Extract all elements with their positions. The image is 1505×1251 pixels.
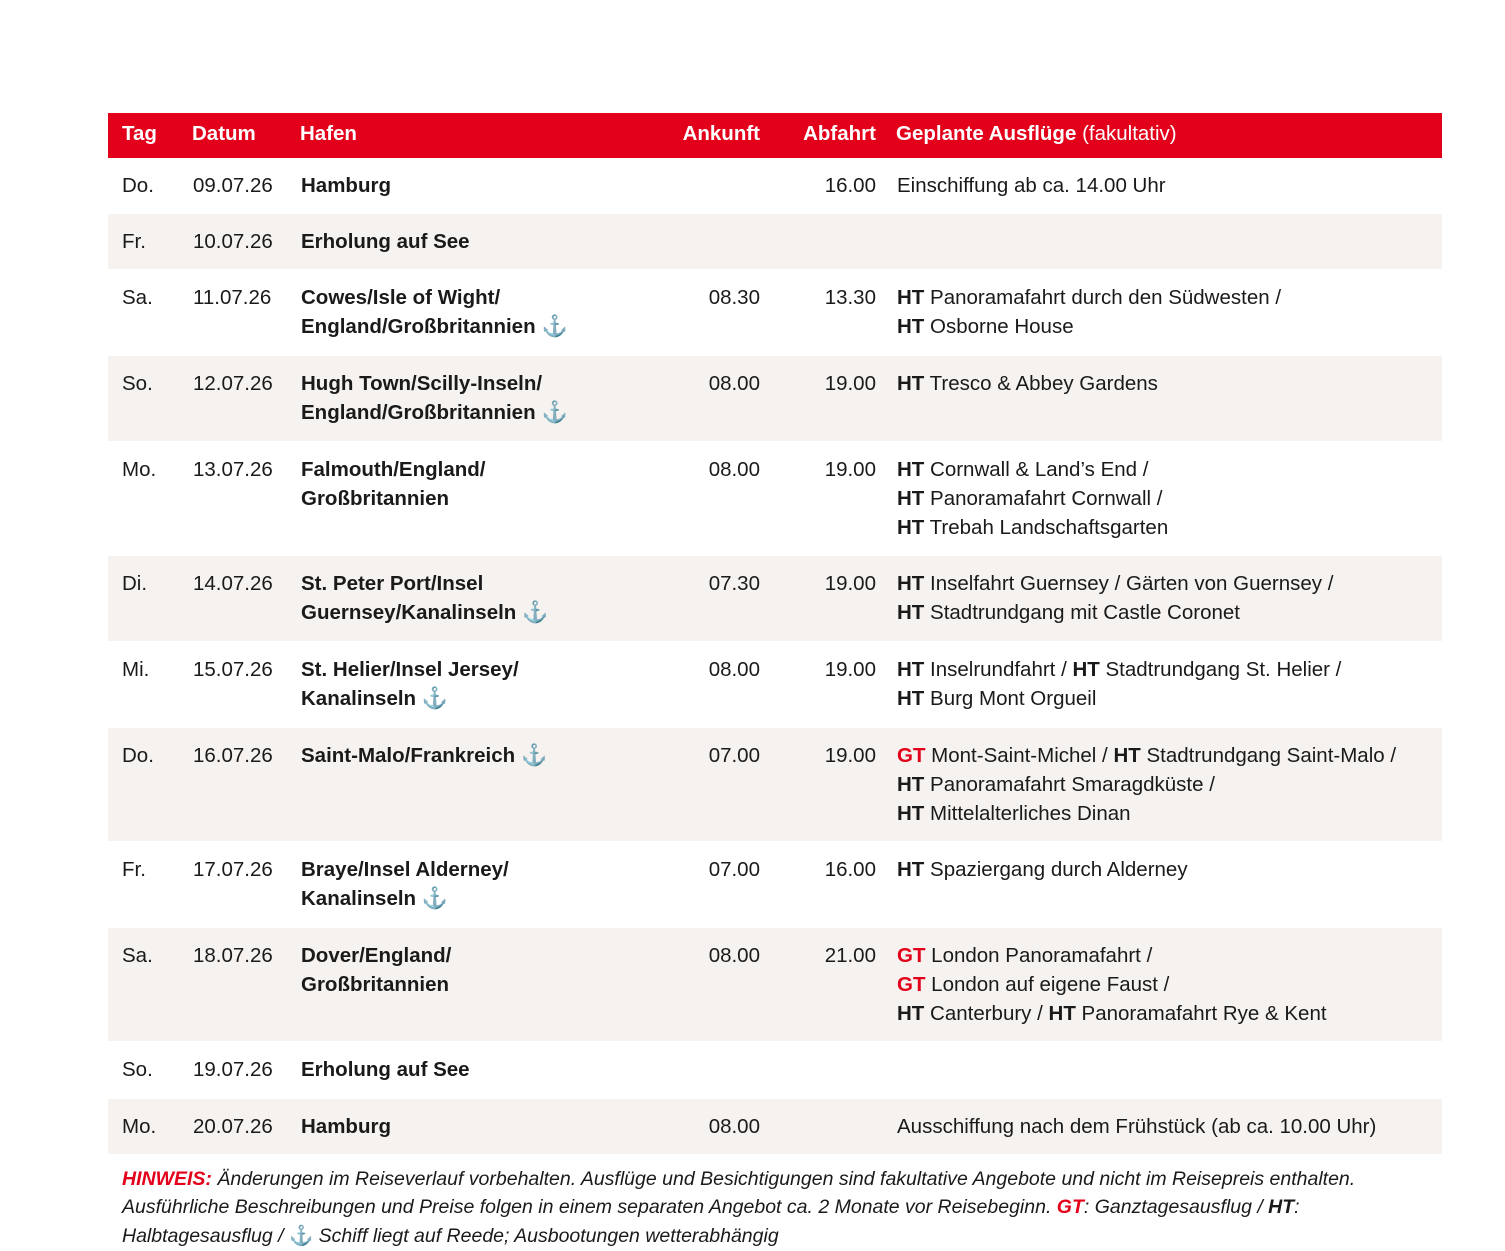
cell-hafen xyxy=(300,842,640,928)
excursion-line xyxy=(897,283,1438,312)
cell-tag: Mo. xyxy=(108,441,192,555)
cell-ankunft: 07.30 xyxy=(640,555,768,641)
cell-ausfluege xyxy=(896,641,1442,727)
cell-hafen xyxy=(300,355,640,441)
excursion-line xyxy=(897,970,1438,999)
column-header-tag: Tag xyxy=(108,113,192,158)
cell-ausfluege xyxy=(896,158,1442,214)
cell-abfahrt: 16.00 xyxy=(768,842,896,928)
anchor-icon: ⚓ xyxy=(535,314,568,338)
cell-abfahrt: 13.30 xyxy=(768,269,896,355)
hafen-line: Hugh Town/Scilly-Inseln/ xyxy=(301,371,543,395)
table-row xyxy=(108,727,1442,841)
badge-ht: HT xyxy=(897,687,925,711)
hafen-line: Saint-Malo/Frankreich xyxy=(301,743,516,767)
footnote-text-2: : Ganztagesausflug / xyxy=(1083,1196,1269,1219)
table-row xyxy=(108,441,1442,555)
excursion-text: Ausschiffung nach dem Frühstück (ab ca. 10.00 Uhr) xyxy=(897,1114,1377,1138)
badge-ht: HT xyxy=(897,571,925,595)
hafen-line: Hamburg xyxy=(301,1114,391,1138)
column-header-hafen: Hafen xyxy=(300,113,640,158)
excursion-text: London auf eigene Faust / xyxy=(925,973,1170,997)
excursion-line xyxy=(897,171,1438,200)
badge-ht: HT xyxy=(1048,1002,1076,1026)
cell-tag: Mi. xyxy=(108,641,192,727)
excursion-text: Panoramafahrt durch den Südwesten / xyxy=(924,285,1282,309)
excursion-text: Panoramafahrt Rye & Kent xyxy=(1075,1002,1327,1026)
cell-tag: Fr. xyxy=(108,842,192,928)
cell-hafen xyxy=(300,158,640,214)
cell-ankunft: 08.00 xyxy=(640,1098,768,1154)
cell-datum: 17.07.26 xyxy=(192,842,300,928)
badge-ht: HT xyxy=(897,457,925,481)
cell-datum: 20.07.26 xyxy=(192,1098,300,1154)
cell-ankunft: 08.00 xyxy=(640,928,768,1042)
excursion-text: Einschiffung ab ca. 14.00 Uhr xyxy=(897,173,1166,197)
cell-abfahrt: 19.00 xyxy=(768,727,896,841)
cell-tag: Di. xyxy=(108,555,192,641)
excursion-line xyxy=(897,855,1438,884)
cell-datum: 16.07.26 xyxy=(192,727,300,841)
column-header-abfahrt: Abfahrt xyxy=(768,113,896,158)
table-row xyxy=(108,842,1442,928)
badge-ht: HT xyxy=(897,486,925,510)
cell-abfahrt xyxy=(768,213,896,269)
cell-datum: 19.07.26 xyxy=(192,1042,300,1098)
hafen-line: Kanalinseln xyxy=(301,687,417,711)
cell-hafen xyxy=(300,641,640,727)
excursion-line xyxy=(897,484,1438,513)
hafen-line: Großbritannien xyxy=(301,486,450,510)
cell-hafen xyxy=(300,1042,640,1098)
cell-datum: 09.07.26 xyxy=(193,173,273,197)
excursion-text: Stadtrundgang Saint-Malo / xyxy=(1140,743,1397,767)
badge-ht: HT xyxy=(897,601,925,625)
hafen-line: Erholung auf See xyxy=(301,229,470,253)
badge-ht: HT xyxy=(897,285,925,309)
excursion-text: Inselfahrt Guernsey / Gärten von Guernsey / xyxy=(924,571,1334,595)
excursion-text: Mont-Saint-Michel / xyxy=(925,743,1114,767)
cell-datum: 11.07.26 xyxy=(192,269,300,355)
excursion-line xyxy=(897,513,1438,542)
cell-ankunft: 07.00 xyxy=(640,727,768,841)
cell-ausfluege xyxy=(896,928,1442,1042)
cell-abfahrt: 19.00 xyxy=(768,641,896,727)
badge-ht: HT xyxy=(897,657,925,681)
hafen-line: Falmouth/England/ xyxy=(301,457,486,481)
cell-abfahrt: 19.00 xyxy=(768,555,896,641)
column-header-ausfluege-optional: (fakultativ) xyxy=(1082,122,1177,145)
excursion-line xyxy=(897,569,1438,598)
excursion-line xyxy=(897,1112,1438,1141)
badge-ht: HT xyxy=(1113,743,1141,767)
excursion-text: Stadtrundgang St. Helier / xyxy=(1099,657,1342,681)
cell-datum: 14.07.26 xyxy=(192,555,300,641)
cell-ausfluege xyxy=(896,213,1442,269)
badge-ht: HT xyxy=(897,858,925,882)
cell-tag: Sa. xyxy=(108,269,192,355)
cell-abfahrt: 19.00 xyxy=(768,441,896,555)
anchor-icon: ⚓ xyxy=(516,601,549,625)
table-row xyxy=(108,355,1442,441)
anchor-icon: ⚓ xyxy=(515,743,548,767)
excursion-text: Tresco & Abbey Gardens xyxy=(924,371,1158,395)
badge-ht: HT xyxy=(897,371,925,395)
anchor-icon: ⚓ xyxy=(416,687,449,711)
excursion-line xyxy=(897,770,1438,799)
excursion-line xyxy=(897,369,1438,398)
cell-ausfluege xyxy=(896,555,1442,641)
table-row xyxy=(108,1098,1442,1154)
hafen-line: Kanalinseln xyxy=(301,887,417,911)
table-header-row xyxy=(108,113,1442,158)
cell-ausfluege xyxy=(896,1042,1442,1098)
table-row xyxy=(108,928,1442,1042)
excursion-line xyxy=(897,312,1438,341)
excursion-text: Inselrundfahrt / xyxy=(924,657,1073,681)
excursion-text: Osborne House xyxy=(924,314,1074,338)
badge-ht: HT xyxy=(897,1002,925,1026)
cell-ankunft xyxy=(640,1042,768,1098)
excursion-text: Burg Mont Orgueil xyxy=(924,687,1097,711)
excursion-line xyxy=(897,684,1438,713)
hafen-line: Guernsey/Kanalinseln xyxy=(301,601,517,625)
hafen-line: Cowes/Isle of Wight/ xyxy=(301,285,501,309)
hafen-line: England/Großbritannien xyxy=(301,400,536,424)
excursion-line xyxy=(897,455,1438,484)
table-row xyxy=(108,269,1442,355)
footnote-hinweis xyxy=(108,1165,1400,1251)
footnote-text-3: : Halbtagesausflug / xyxy=(122,1196,1300,1248)
hafen-line: England/Großbritannien xyxy=(301,314,536,338)
hafen-line: St. Helier/Insel Jersey/ xyxy=(301,657,519,681)
cell-tag: Mo. xyxy=(108,1098,192,1154)
cell-hafen xyxy=(300,928,640,1042)
cell-ausfluege xyxy=(896,727,1442,841)
excursion-text: Canterbury / xyxy=(924,1002,1049,1026)
cell-tag: Sa. xyxy=(108,928,192,1042)
cell-ankunft: 08.00 xyxy=(640,355,768,441)
footnote-gt-abbrev: GT xyxy=(1056,1196,1084,1219)
cell-hafen xyxy=(300,213,640,269)
table-header xyxy=(108,113,1442,158)
anchor-icon: ⚓ xyxy=(288,1225,314,1248)
cell-tag: Do. xyxy=(108,727,192,841)
cell-datum: 12.07.26 xyxy=(192,355,300,441)
cell-tag: Fr. xyxy=(108,213,192,269)
cell-tag: So. xyxy=(108,1042,192,1098)
excursion-line xyxy=(897,598,1438,627)
excursion-text: Trebah Landschaftsgarten xyxy=(924,515,1169,539)
hafen-line: Erholung auf See xyxy=(301,1058,470,1082)
column-header-ausfluege xyxy=(896,113,1442,158)
cell-ankunft xyxy=(640,158,768,214)
cell-ankunft: 08.00 xyxy=(640,641,768,727)
cell-ankunft xyxy=(640,213,768,269)
cell-abfahrt: 21.00 xyxy=(768,928,896,1042)
anchor-icon: ⚓ xyxy=(535,400,568,424)
excursion-text: Stadtrundgang mit Castle Coronet xyxy=(924,601,1240,625)
hafen-line: Hamburg xyxy=(301,173,391,197)
cell-hafen xyxy=(300,555,640,641)
cell-ausfluege xyxy=(896,269,1442,355)
table-row xyxy=(108,1042,1442,1098)
table-row xyxy=(108,213,1442,269)
cell-datum: 18.07.26 xyxy=(192,928,300,1042)
badge-ht: HT xyxy=(897,802,925,826)
cell-hafen xyxy=(300,269,640,355)
cell-tag: So. xyxy=(108,355,192,441)
excursion-line xyxy=(897,741,1438,770)
column-header-datum: Datum xyxy=(192,113,300,158)
hafen-line: Dover/England/ xyxy=(301,944,452,968)
cell-hafen xyxy=(300,727,640,841)
badge-ht: HT xyxy=(897,314,925,338)
excursion-text: Panoramafahrt Smaragdküste / xyxy=(924,772,1215,796)
footnote-text-4: Schiff liegt auf Reede; Ausbootungen wetterabhängig xyxy=(313,1225,779,1248)
column-header-ankunft: Ankunft xyxy=(640,113,768,158)
excursion-line xyxy=(897,941,1438,970)
excursion-text: Mittelalterliches Dinan xyxy=(924,802,1131,826)
excursion-line xyxy=(897,999,1438,1028)
cell-hafen xyxy=(300,441,640,555)
cell-abfahrt xyxy=(768,1098,896,1154)
cell-ausfluege xyxy=(896,842,1442,928)
table-row xyxy=(108,555,1442,641)
cell-ankunft: 08.30 xyxy=(640,269,768,355)
table-body xyxy=(108,158,1442,1154)
column-header-ausfluege-main: Geplante Ausflüge xyxy=(896,122,1077,145)
cell-ausfluege xyxy=(896,355,1442,441)
excursion-text: Cornwall & Land’s End / xyxy=(924,457,1149,481)
badge-gt: GT xyxy=(897,973,926,997)
footnote-text-1: Änderungen im Reiseverlauf vorbehalten. Ausflüge und Besichtigungen sind fakultative Angebote und nicht im Reisepreis enthalten. Ausführliche Beschreibungen und Preise folgen in einem separaten Angebot ca. 2 Monate vor Reisebeginn. xyxy=(122,1167,1356,1219)
cell-ausfluege xyxy=(896,441,1442,555)
hafen-line: Großbritannien xyxy=(301,973,450,997)
cruise-itinerary-table xyxy=(108,113,1442,1154)
cell-hafen xyxy=(300,1098,640,1154)
excursion-line xyxy=(897,655,1438,684)
cell-ausfluege xyxy=(896,1098,1442,1154)
cell-abfahrt xyxy=(768,1042,896,1098)
cell-ankunft: 07.00 xyxy=(640,842,768,928)
table-row xyxy=(108,641,1442,727)
cell-abfahrt: 16.00 xyxy=(824,173,876,197)
excursion-text: London Panoramafahrt / xyxy=(925,944,1153,968)
table-row xyxy=(108,158,1442,214)
badge-gt: GT xyxy=(897,944,926,968)
excursion-text: Panoramafahrt Cornwall / xyxy=(924,486,1163,510)
cell-datum: 15.07.26 xyxy=(192,641,300,727)
cell-ankunft: 08.00 xyxy=(640,441,768,555)
excursion-line xyxy=(897,799,1438,828)
anchor-icon: ⚓ xyxy=(416,887,449,911)
hafen-line: Braye/Insel Alderney/ xyxy=(301,858,509,882)
badge-gt: GT xyxy=(897,743,926,767)
footnote-ht-abbrev: HT xyxy=(1268,1196,1295,1219)
badge-ht: HT xyxy=(1072,657,1100,681)
badge-ht: HT xyxy=(897,515,925,539)
cell-abfahrt: 19.00 xyxy=(768,355,896,441)
cell-datum: 13.07.26 xyxy=(192,441,300,555)
excursion-text: Spaziergang durch Alderney xyxy=(924,858,1188,882)
cell-tag: Do. xyxy=(122,173,154,197)
cell-datum: 10.07.26 xyxy=(192,213,300,269)
footnote-label: HINWEIS: xyxy=(122,1167,212,1190)
badge-ht: HT xyxy=(897,772,925,796)
hafen-line: St. Peter Port/Insel xyxy=(301,571,484,595)
